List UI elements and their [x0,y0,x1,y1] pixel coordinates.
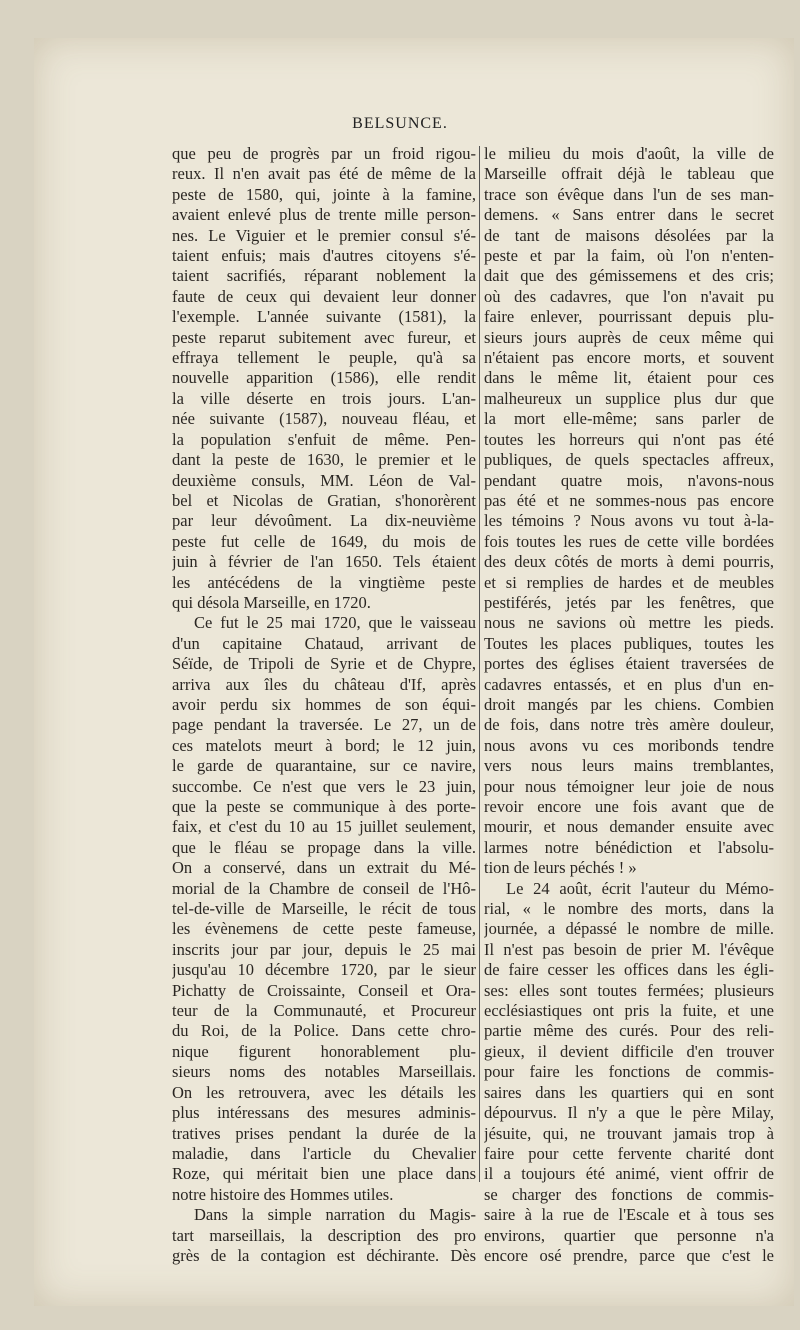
text-line: teur de la Communauté, et Procureur [172,1001,476,1021]
text-line: deuxième consuls, MM. Léon de Val- [172,470,476,490]
text-line: arriva aux îles du château d'If, après [172,674,476,694]
text-line: le milieu du mois d'août, la ville de [484,144,774,163]
text-line: peste et par la faim, où l'on n'enten- [484,246,774,266]
text-line: juin à février de l'an 1650. Tels étaient [172,552,476,572]
text-line: nique figurent honorablement plu- [172,1041,476,1061]
text-line: de fois, dans notre très amère douleur, [484,715,774,735]
text-line: que le fléau se propage dans la ville. [172,837,476,857]
text-line: publiques, de quels spectacles affreux, [484,450,774,470]
text-line: toutes les horreurs qui n'ont pas été [484,429,774,449]
text-line: environs, quartier que personne n'a [484,1225,774,1245]
text-line: par leur dévoûment. La dix-neuvième [172,511,476,531]
text-line: pour faire les fonctions de commis- [484,1062,774,1082]
text-line: née suivante (1587), nouveau fléau, et [172,409,476,429]
text-line: faire pour cette fervente charité dont [484,1143,774,1163]
text-line: faire enlever, pourrissant depuis plu- [484,307,774,327]
text-line: les antécédens de la vingtième peste [172,572,476,592]
text-line: jésuite, qui, ne trouvant jamais trop à [484,1123,774,1143]
text-line: le garde de quarantaine, sur ce navire, [172,756,476,776]
text-line: trace son évêque dans l'un de ses man- [484,184,774,204]
text-line: du Roi, de la Police. Dans cette chro- [172,1021,476,1041]
text-line: mourir, et nous demander ensuite avec [484,817,774,837]
text-line: jusqu'au 10 décembre 1720, par le sieur [172,960,476,980]
text-line: maladie, dans l'article du Chevalier [172,1143,476,1163]
text-line: tel-de-ville de Marseille, le récit de tous [172,899,476,919]
text-line: ces matelots meurt à bord; le 12 juin, [172,735,476,755]
text-line: On a conservé, dans un extrait du Mé- [172,858,476,878]
text-line: peste reparut subitement avec fureur, et [172,327,476,347]
text-line: effraya tellement le peuple, qu'à sa [172,348,476,368]
text-line: qui désola Marseille, en 1720. [172,592,371,612]
text-line: peste de 1580, qui, jointe à la famine, [172,184,476,204]
text-line: rial, « le nombre des morts, dans la [484,899,774,919]
text-line: des deux côtés de morts à demi pourris, [484,552,774,572]
text-line: bel et Nicolas de Gratian, s'honorèrent [172,490,476,510]
text-line: faix, et c'est du 10 au 15 juillet seulement, [172,817,476,837]
text-line: Toutes les places publiques, toutes les [484,633,774,653]
text-line: l'exemple. L'année suivante (1581), la [172,307,476,327]
text-line: que la peste se communique à des porte- [172,797,476,816]
text-line: Pichatty de Croissainte, Conseil et Ora- [172,980,476,1000]
running-title: BELSUNCE. [352,115,448,132]
text-line: tratives prises pendant la durée de la [172,1123,476,1143]
text-line: la mort elle-même; sans parler de [484,409,774,429]
text-line: fois toutes les rues de cette ville bordées [484,531,774,551]
text-line: gieux, il devient difficile d'en trouver [484,1041,774,1061]
text-line: d'un capitaine Chataud, arrivant de [172,633,476,653]
right-text-column [484,144,774,1266]
text-line: malheureux un supplice plus dur que [484,388,774,408]
text-line: journée, a dépassé le nombre de mille. [484,919,774,939]
text-line: vers nous leurs mains tremblantes, [484,756,774,776]
text-line: tion de leurs péchés ! » [484,858,637,878]
text-line: de faire cesser les offices dans les égli- [484,960,774,980]
text-line: Roze, qui méritait bien une place dans [172,1164,476,1184]
text-line: Dans la simple narration du Magis- [194,1205,476,1225]
text-line: nes. Le Viguier et le premier consul s'é- [172,225,476,245]
text-line: page pendant la traversée. Le 27, un de [172,715,476,735]
text-line: les évènemens de cette peste fameuse, [172,919,476,939]
text-line: avaient enlevé plus de trente mille person- [172,205,476,225]
text-line: Séïde, de Tripoli de Syrie et de Chypre, [172,654,476,674]
text-line: portes des églises étaient traversées de [484,654,774,674]
text-line: reux. Il n'en avait pas été de même de la [172,164,476,184]
text-line: tart marseillais, la description des pro [172,1225,476,1245]
text-line: ecclésiastiques ont pris la fuite, et une [484,1001,774,1021]
text-line: les témoins ? Nous avons vu tout à-la- [484,511,774,531]
text-line: saires dans les quartiers qui en sont [484,1082,774,1102]
text-line: pas été et ne sommes-nous pas encore [484,490,774,510]
text-line: notre histoire des Hommes utiles. [172,1184,394,1204]
text-line: morial de la Chambre de conseil de l'Hô- [172,878,476,898]
text-line: dait que des gémissemens et des cris; [484,266,774,286]
text-line: saire à la rue de l'Escale et à tous ses [484,1205,774,1225]
text-line: revoir encore une fois avant que de [484,797,774,816]
text-line: avoir perdu six hommes de son équi- [172,694,476,714]
text-line: faute de ceux qui devaient leur donner [172,286,476,306]
text-line: sieurs jours auprès de ceux même qui [484,327,774,347]
text-line: la population s'enfuit de même. Pen- [172,429,476,449]
text-line: où des cadavres, que l'on n'avait pu [484,286,774,306]
text-line: que peu de progrès par un froid rigou- [172,144,476,163]
text-line: dans le même lit, étaient pour ces [484,368,774,388]
text-line: taient sacrifiés, réparant noblement la [172,266,476,286]
text-line: Le 24 août, écrit l'auteur du Mémo- [506,878,774,898]
text-line: taient enfuis; mais d'autres citoyens s'é- [172,246,476,266]
text-line: nouvelle apparition (1586), elle rendit [172,368,476,388]
text-line: partie même des curés. Pour des reli- [484,1021,774,1041]
text-line: inscrits jour par jour, depuis le 25 mai [172,939,476,959]
text-line: de tant de maisons désolées par la [484,225,774,245]
text-line: encore osé prendre, parce que c'est le [484,1245,774,1265]
text-line: succombe. Ce n'est que vers le 23 juin, [172,776,476,796]
text-line: Il n'est pas besoin de prier M. l'évêque [484,939,774,959]
text-line: demens. « Sans entrer dans le secret [484,205,774,225]
text-line: nous avons vu ces moribonds tendre [484,735,774,755]
text-line: pestiférés, jetés par les fenêtres, que [484,592,774,612]
column-divider [479,146,480,1182]
text-line: pour nous témoigner leur joie de nous [484,776,774,796]
text-line: plus intéressans des mesures adminis- [172,1103,476,1123]
text-line: la ville déserte en trois jours. L'an- [172,388,476,408]
text-line: cadavres entassés, et en plus d'un en- [484,674,774,694]
text-line: il a toujours été animé, vient offrir de [484,1164,774,1184]
text-line: n'étaient pas encore morts, et souvent [484,348,774,368]
text-line: droit mangés par les chiens. Combien [484,694,774,714]
text-line: peste fut celle de 1649, du mois de [172,531,476,551]
left-text-column [172,144,476,1266]
text-line: Marseille offrait déjà le tableau que [484,164,774,184]
text-line: Ce fut le 25 mai 1720, que le vaisseau [194,613,476,633]
text-line: On les retrouvera, avec les détails les [172,1082,476,1102]
text-line: sieurs noms des notables Marseillais. [172,1062,476,1082]
text-line: pendant quatre mois, n'avons-nous [484,470,774,490]
text-line: se charger des fonctions de commis- [484,1184,774,1204]
text-line: ses: elles sont toutes fermées; plusieurs [484,980,774,1000]
text-line: grès de la contagion est déchirante. Dès [172,1245,476,1265]
text-line: et si remplies de hardes et de meubles [484,572,774,592]
text-line: dépourvus. Il n'y a que le père Milay, [484,1103,774,1123]
text-line: dant la peste de 1630, le premier et le [172,450,476,470]
text-line: larmes notre bénédiction et l'absolu- [484,837,774,857]
text-line: nous ne savions où mettre les pieds. [484,613,774,633]
